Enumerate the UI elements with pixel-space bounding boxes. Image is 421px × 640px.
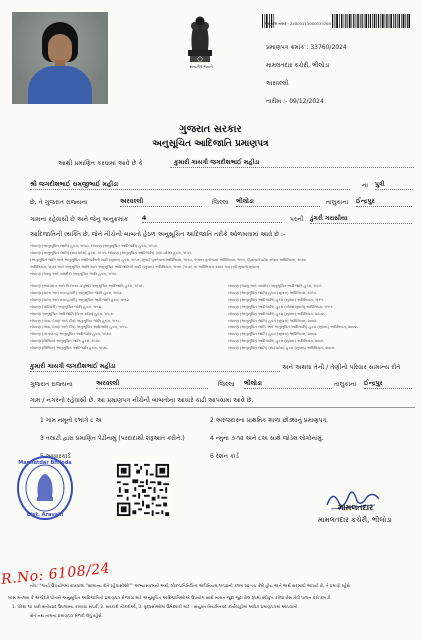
residence-taluka-value: ભીલોડા xyxy=(244,380,332,389)
district-value: અરવલ્લી xyxy=(120,198,202,207)
order-entry: બંધારણ (અનુસૂચિત જાતિ) હુકમ (સુધારા) અધિનિયમ, ૨૦૦૨. xyxy=(228,332,318,337)
signatory-office: મામલતદાર કચેરી, ભીલોડા xyxy=(318,516,392,524)
taluka-value: ભીલોડા xyxy=(236,198,320,207)
orders-right-list xyxy=(228,283,416,352)
order-entry: બંધારણ (પોંડિચેરી) અનુસૂચિત જાતિ હુકમ, ૧૯૬૪. xyxy=(30,304,103,309)
qr-code xyxy=(115,462,171,518)
order-entry: બંધારણ (અનુસૂચિત આદિજાતિ) હુકમ (સુધારા) અધિનિયમ, ૧૯૯૧. xyxy=(228,297,324,302)
family-text: અને અથવા તેની / તેણીનો પરિવાર સામાન્ય રીતે xyxy=(282,364,401,371)
serial-number: અનુક્રમ નંબર : 24000115000033760 xyxy=(265,21,332,26)
residence-village-value: ઈન્દ્રપુર xyxy=(364,380,412,389)
order-entry: (અનુસૂચિત જાતિ અને અનુસૂચિત આદિજાતિની યાદી (સુધારા) હુકમ, ૧૯૫૬, મુંબઈ પુનર્રચના અધિનિયમ, ૧૯૬૦, પંજાબ પુનર્રચના અધિનિયમ, ૧૯૬૬, હિમાચલ પ્રદેશ રાજ્ય અધિનિયમ, ૧૯૭૦ xyxy=(30,257,306,262)
office-stamp-icon xyxy=(16,455,74,521)
tribe-value: ડુંગરી ગરાસીયા xyxy=(310,215,412,224)
serial-value: 4 xyxy=(142,215,282,223)
issue-date: તારીખ :- 09/12/2024 xyxy=(266,98,324,105)
order-entry: બંધારણ (અનુસૂચિત જાતિ) (સંઘ પ્રદેશ) હુકમ, ૧૯૫૧. બંધારણ (અનુસૂચિત આદિજાતિ) (સંઘ પ્રદેશ) હુકમ, ૧૯૫૧. xyxy=(30,250,193,255)
applicant-photo xyxy=(12,12,108,104)
order-entry: બંધારણ (નાગાલેન્ડ) અનુસૂચિત આદિજાતિ હુકમ, ૧૯૭૦. xyxy=(30,332,112,337)
signatory-title: મામલતદાર xyxy=(338,503,374,512)
order-entry: બંધારણ (જમ્મુ અને કાશ્મીર) અનુસૂચિત જાતિ હુકમ, ૧૯૫૬. xyxy=(30,271,118,276)
applicant-name: કુમારી ગાયત્રી જગદીશભાઈ મહીડા xyxy=(170,159,414,168)
stamp-top-text: Mamlatdar Bhiloda xyxy=(18,460,72,466)
order-entry: બંધારણ (સિક્કિમ) અનુસૂચિત આદિજાતિ હુકમ, ૧૯૭૮. xyxy=(30,346,109,351)
order-entry: બંધારણ (આંદામાન અને નિકોબાર ટાપુઓ) અનુસૂચિત આદિજાતિ હુકમ, ૧૯૫૯. xyxy=(30,284,145,288)
certificate-title: અનુસૂચિત આદિજાતિ પ્રમાણપત્ર xyxy=(152,139,269,149)
residence-state-text: ગુજરાત રાજ્યના xyxy=(30,381,73,388)
father-name: શ્રી જગદીશભાઈ રામજીભાઈ મહીડા xyxy=(30,181,350,190)
order-entry: બંધારણ (દાદરા અને નગરહવેલી) અનુસૂચિત આદિજાતિ હુકમ, ૧૯૬૨. xyxy=(30,297,130,302)
order-entry: અધિનિયમ, ૧૯૭૧ અને અનુસૂચિત જાતિ અને અનુસૂચિત આદિજાતિની યાદી (સુધારા) અધિનિયમ, ૧૯૭૬ (૧૯૭૬ નો અધિનિયમ ક્રમાંક ૧૦૮) થી સુધાર્યા મુજબ) xyxy=(30,264,260,269)
order-entry: બંધારણ (દાદરા અને નગરહવેલી) અનુસૂચિત જાતિ હુકમ, ૧૯૬૨. xyxy=(30,290,123,295)
order-entry: બંધારણ (અનુસૂચિત જાતિ) (સંઘ પ્રદેશ) હુકમ (સુધારા) અધિનિયમ, ૨૦૦૭. xyxy=(228,346,336,351)
order-entry: બંધારણ (જમ્મુ અને કાશ્મીર) અનુસૂચિત આદિજાતિ હુકમ, ૧૯૮૯. xyxy=(228,284,323,288)
residence-district-label: જિલ્લા xyxy=(218,381,235,388)
order-entry: બંધારણ (અનુસૂચિત જાતિ) હુકમ, ૧૯૫૦. બંધારણ (અનુસૂચિત આદિજાતિ) હુકમ, ૧૯૫૦. xyxy=(30,244,158,248)
tribe-description: આદિજાતિની વ્યક્તિ છે, જેને નીચેની બાબતો હેઠળ અનુસૂચિત આદિજાતિ તરીકે ઓળખવામાં આવે છે :- xyxy=(30,231,286,238)
taluka-label: તાલુકાના xyxy=(326,199,349,206)
relation-value: પુત્રી xyxy=(375,181,413,190)
village-value: ઈન્દ્રપુર xyxy=(356,198,412,207)
emblem-caption: સત્યમેવ જયતે xyxy=(189,64,213,69)
orders-full-list xyxy=(30,243,415,278)
document-item: 3 તલાટી દ્વારા પ્રમાણિત પેઢીનામું (પરદાદાથી શરૂઆત કરીને.) xyxy=(40,435,185,442)
state-line-text: છે, તે ગુજરાત રાજ્યના xyxy=(30,199,88,206)
national-emblem-icon xyxy=(180,12,220,64)
order-entry: બંધારણ (અનુસૂચિત જાતિ) હુકમ (સુધારા) અધિનિયમ, ૨૦૦૨. xyxy=(228,318,318,323)
order-entry: બંધારણ (અનુસૂચિત જાતિ અને અનુસૂચિત આદિજાતિ) હુકમ (સુધારા) અધિનિયમ, ૨૦૦૨. xyxy=(228,325,358,330)
order-entry: બંધારણ (ગોવા, દમણ અને દીવ) અનુસૂચિત જાતિ હુકમ, ૧૯૬૮. xyxy=(30,318,121,323)
tribe-label: પરની xyxy=(290,216,304,223)
government-title: ગુજરાત સરકાર xyxy=(179,124,242,135)
order-entry: બંધારણ (અનુસૂચિત આદિજાતિ) હુકમ (બીજો સુધારો) અધિનિયમ, ૧૯૯૧. xyxy=(228,304,334,309)
village-line-text: ગામના રહેવાસી છે અને જેનુ અનુક્રમાંક xyxy=(30,216,129,223)
district-label: જિલ્લા xyxy=(212,199,229,206)
order-entry: બંધારણ (અનુસૂચિત આદિજાતિ) હુકમ (સુધારા) અધિનિયમ, ૨૦૦૬. xyxy=(228,339,325,344)
footer-note-3: 1. પેરેગ્રા ૧૦ પછી સંતોષપ્રદ ઉપલાબ્ય કરાવવા સંપર્ક, 2. સરકારી નોકરીઓ, 3. વૃદ્ધસીઓમાં ઉમેદવારી માટે - સંયુક્ત નિયમિતપદ કાર્યવાહીમાં અધિક પ્રમાણપત્રમાં આપવાનો xyxy=(12,604,298,609)
footer-note-1: નોંધ: "ગાયી ઉપયોગમાં રાખવાલા "સામાન્ય રીતે રહેવાસીઓ"" અભ્યાસક્રમનો અર્થ, લોક-પ્રતિનિધિત્વ અધિનિયમ,૧૯૫૦ની કલમ ૨૦-ચ્ચ કેરો હોય અને અર્થ સરખાવો આપ્યો છે, તે પ્રમાણે રહેશે. xyxy=(30,583,352,588)
documents-right xyxy=(210,412,415,466)
divider xyxy=(30,407,415,408)
order-entry: બંધારણ અનુસૂચિત આદિજાતિ (ઉત્તર પ્રદેશ) હુકમ, ૧૯૬૭. xyxy=(30,311,114,316)
order-entry: બંધારણ (ગોવા, દમણ અને દીવ) અનુસૂચિત આદિજાતિ હુકમ, ૧૯૬૮. xyxy=(30,325,129,330)
order-entry: બંધારણ (અનુસૂચિત જાતિ) હુકમ (સુધારા) અધિનિયમ, ૧૯૯૦. xyxy=(228,290,317,295)
residence-taluka-label: તાલુકાના xyxy=(334,381,357,388)
document-item: 4 ન્મુના ૭-૧૨ અને ૮અ સાથે જોડેલ લોગોનાંમું. xyxy=(210,435,324,442)
resident-name: કુમારી ગાયત્રી જગદીશભાઈ મહીડા xyxy=(30,363,280,372)
handwritten-registration-number: R.No: 6108/24 xyxy=(0,560,111,588)
order-entry: બંધારણ (સિક્કિમ) અનુસૂચિત જાતિ હુકમ, ૧૯૭૮. xyxy=(30,339,102,344)
document-item: 2 અરજદારના પ્રાથમિક શાળા છોડ્યાનું પ્રમાણપત્ર. xyxy=(210,417,329,424)
residence-closing: ગામ / નગરનો રહેવાસી છે. આ પ્રમાણપત્ર નીચેની બાબતોના આધારે કાઢી આપવામાં આવે છે. xyxy=(30,397,254,404)
relation-label: ના xyxy=(362,182,369,189)
orders-left-list xyxy=(30,283,210,352)
footer-note-4: સેતે નથ નામના પ્રમાણપત્ર મેળવી લેવું રહેશે. xyxy=(30,613,103,618)
document-item: 6 રેશન કાર્ડ xyxy=(210,453,239,460)
intro-text: આથી પ્રમાણિત કરવામાં આવે છે કે xyxy=(58,160,143,167)
footer-note-2: ખાસ મતલબ કે અર્જદારે પોતાને અનુસૂચિત આદિજાતિનો પ્રમાણપત્ર મેળવવા માટે અનુસૂચિત આદિજાતિઓએ ઉપયોગ સાથે બાબત જુદા જુદા રોલ રૂપમાં સ્વીકૃત કરેલા છેસ તેવો પાલન કરો ક્રમ કે. xyxy=(8,595,332,600)
issuing-office: મામલતદાર કચેરી, ભીલોડા xyxy=(266,62,330,69)
residence-district-value: અરવલ્લી xyxy=(96,380,208,389)
issuing-district: અરવલ્લી xyxy=(266,80,289,87)
document-item: 1 ગામ નમૂનો ૬ભાંગે ૮ અ xyxy=(40,417,102,424)
certificate-number: પ્રમાણપત્ર ક્રમાંક : 33760/2024 xyxy=(266,44,347,51)
order-entry: બંધારણ (અનુસૂચિત આદિજાતિ) હુકમ (સુધારા) અધિનિયમ, ૨૦૦૨. xyxy=(228,311,325,316)
stamp-bottom-text: Dist. Aravalli xyxy=(26,512,64,518)
document-item: 5 આધારકાર્ડ xyxy=(40,453,71,460)
